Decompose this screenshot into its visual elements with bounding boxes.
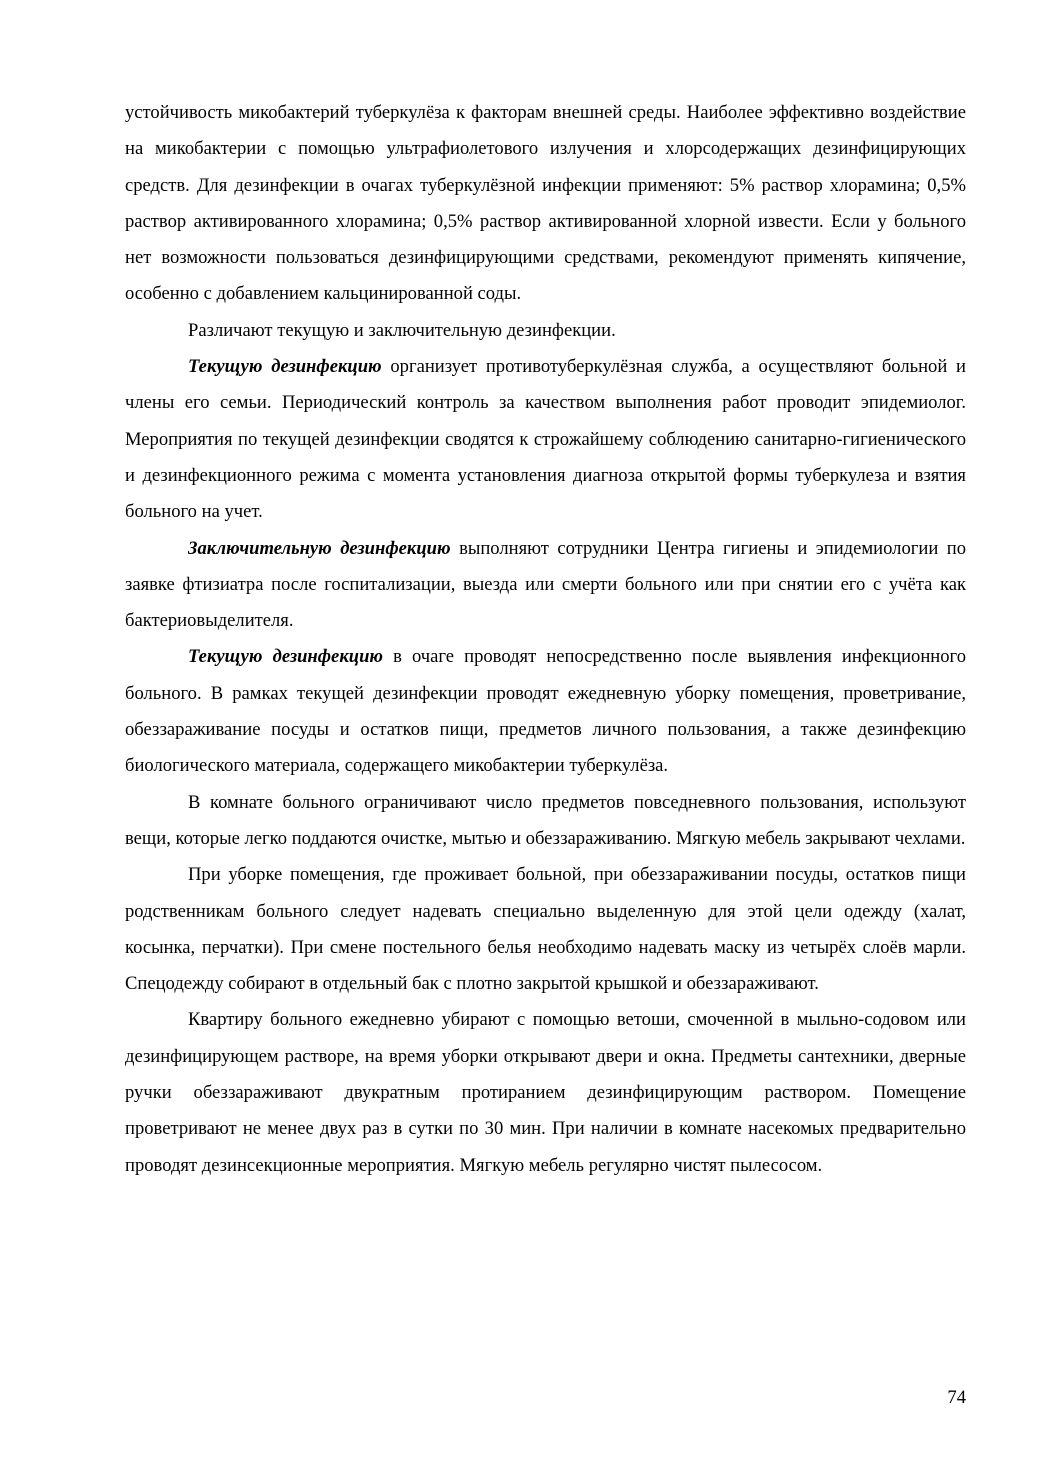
paragraph-3	[125, 349, 966, 530]
paragraph-text: При уборке помещения, где проживает больной, при обеззараживании посуды, остатков пищи родственникам больного следует надевать специально выделенную для этой цели одежду (халат, косынка, перчатки). При смене постельного белья необходимо надевать маску из четырёх слоёв марли. Спецодежду собирают в отдельный бак с плотно закрытой крышкой и обеззараживают.	[125, 864, 966, 995]
paragraph-5	[125, 639, 966, 784]
body-text	[125, 95, 966, 1184]
paragraph-text: В комнате больного ограничивают число предметов повседневного пользования, используют вещи, которые легко поддаются очистке, мытью и обеззараживанию. Мягкую мебель закрывают чехлами.	[125, 791, 966, 849]
emphasis-term: Текущую дезинфекцию	[188, 356, 382, 378]
emphasis-term: Текущую дезинфекцию	[188, 646, 383, 668]
emphasis-term: Заключительную дезинфекцию	[188, 537, 451, 559]
paragraph-7	[125, 857, 966, 1002]
paragraph-text: устойчивость микобактерий туберкулёза к факторам внешней среды. Наиболее эффективно воздействие на микобактерии с помощью ультрафиолетового излучения и хлорсодержащих дезинфицирующих средств. Для дезинфекции в очагах туберкулёзной инфекции применяют: 5% раствор хлорамина; 0,5% раствор активированного хлорамина; 0,5% раствор активированной хлорной извести. Если у больного нет возможности пользоваться дезинфицирующими средствами, рекомендуют применять кипячение, особенно с добавлением кальцинированной соды.	[125, 102, 966, 305]
paragraph-8	[125, 1002, 966, 1183]
paragraph-6	[125, 785, 966, 858]
paragraph-2	[125, 313, 966, 349]
paragraph-4	[125, 531, 966, 640]
paragraph-text: организует противотуберкулёзная служба, а осуществляют больной и члены его семьи. Периодический контроль за качеством выполнения работ проводит эпидемиолог. Мероприятия по текущей дезинфекции сводятся к строжайшему соблюдению санитарно-гигиенического и дезинфекционного режима с момента установления диагноза открытой формы туберкулеза и взятия больного на учет.	[125, 356, 966, 523]
paragraph-text: в очаге проводят непосредственно после выявления инфекционного больного. В рамках текущей дезинфекции проводят ежедневную уборку помещения, проветривание, обеззараживание посуды и остатков пищи, предметов личного пользования, а также дезинфекцию биологического материала, содержащего микобактерии туберкулёза.	[125, 646, 966, 777]
page-number: 74	[947, 1387, 966, 1408]
paragraph-text: выполняют сотрудники Центра гигиены и эпидемиологии по заявке фтизиатра после госпитализации, выезда или смерти больного или при снятии его с учёта как бактериовыделителя.	[125, 537, 966, 632]
paragraph-1	[125, 95, 966, 313]
paragraph-text: Различают текущую и заключительную дезинфекции.	[188, 319, 616, 341]
paragraph-text: Квартиру больного ежедневно убирают с помощью ветоши, смоченной в мыльно-содовом или дезинфицирующем растворе, на время уборки открывают двери и окна. Предметы сантехники, дверные ручки обеззараживают двукратным протиранием дезинфицирующим раствором. Помещение проветривают не менее двух раз в сутки по 30 мин. При наличии в комнате насекомых предварительно проводят дезинсекционные мероприятия. Мягкую мебель регулярно чистят пылесосом.	[125, 1009, 966, 1176]
